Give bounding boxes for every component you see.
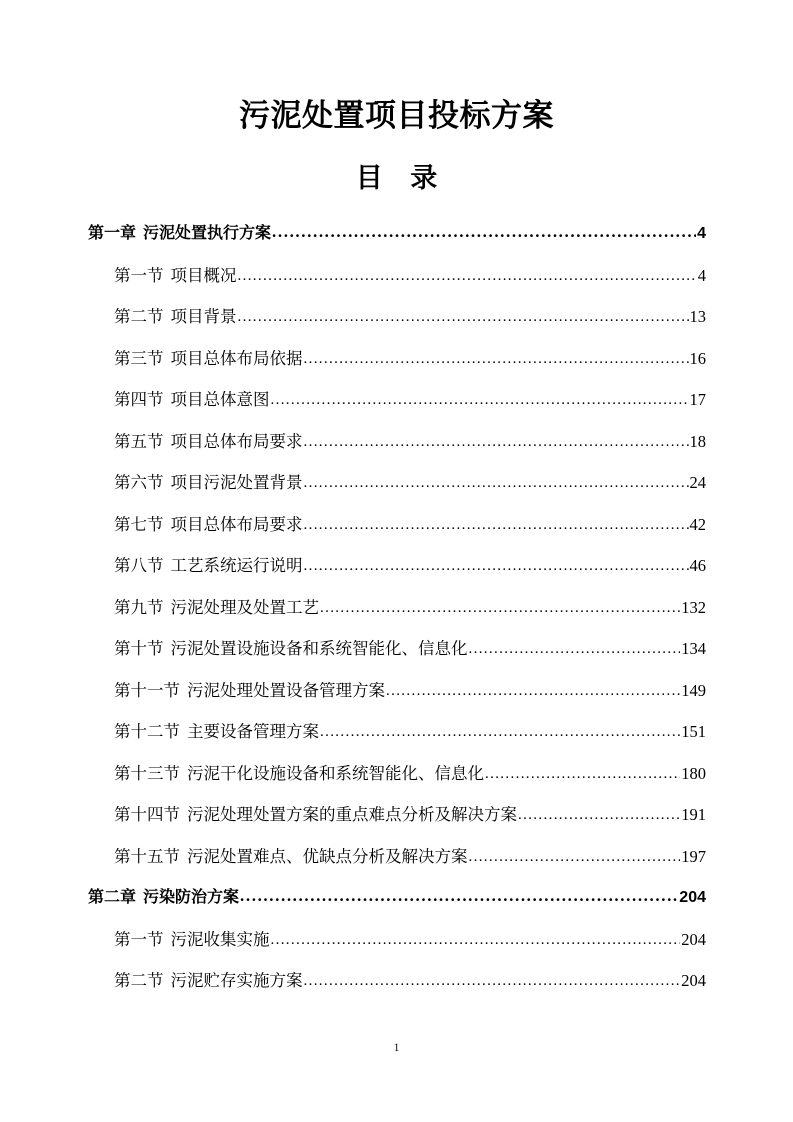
toc-entry-label [114, 303, 237, 327]
toc-entry-number: 第二节 [114, 971, 164, 990]
toc-chapter-entry[interactable] [88, 884, 706, 926]
toc-entry-label [114, 552, 303, 576]
toc-entry-label [114, 262, 237, 286]
toc-entry-label [114, 967, 303, 991]
toc-entry-title: 项目总体布局要求 [170, 431, 303, 451]
toc-entry-label [114, 386, 270, 410]
footer-page-number: 1 [393, 1040, 400, 1054]
toc-section-entry[interactable] [88, 386, 706, 428]
toc-entry-number: 第一章 [88, 225, 137, 242]
toc-entry-label [114, 760, 484, 784]
toc-entry-number: 第三节 [114, 348, 164, 368]
toc-section-entry[interactable] [88, 511, 706, 553]
toc-dot-leader [469, 849, 681, 866]
toc-section-entry[interactable] [88, 967, 706, 1009]
toc-section-entry[interactable] [88, 594, 706, 636]
toc-entry-title: 工艺系统运行说明 [170, 556, 303, 575]
toc-entry-page-number: 16 [689, 348, 706, 368]
toc-entry-title: 污泥收集实施 [170, 929, 270, 949]
toc-dot-leader [240, 886, 678, 906]
toc-section-entry[interactable] [88, 677, 706, 719]
toc-entry-title: 项目背景 [170, 307, 237, 326]
toc-entry-number: 第二章 [88, 889, 137, 906]
toc-entry-number: 第十四节 [114, 805, 180, 824]
toc-entry-number: 第二节 [114, 307, 164, 326]
toc-entry-label [114, 801, 517, 825]
toc-entry-number: 第十三节 [114, 763, 180, 783]
toc-entry-page-number: 134 [681, 639, 706, 658]
toc-entry-label [88, 220, 271, 243]
toc-entry-page-number: 46 [689, 556, 706, 575]
toc-entry-page-number: 204 [681, 971, 706, 990]
toc-entry-page-number: 4 [697, 225, 706, 242]
toc-entry-number: 第十一节 [114, 680, 180, 700]
toc-entry-title: 污泥处置执行方案 [143, 225, 272, 242]
toc-entry-number: 第九节 [114, 597, 164, 617]
toc-entry-page-number: 149 [681, 680, 706, 700]
toc-dot-leader [304, 973, 681, 990]
toc-section-entry[interactable] [88, 552, 706, 594]
toc-entry-label [114, 635, 468, 659]
toc-section-entry[interactable] [88, 428, 706, 470]
toc-entry-page-number: 204 [681, 929, 706, 949]
page-title: 污泥处置项目投标方案 [239, 98, 554, 133]
toc-section-entry[interactable] [88, 843, 706, 885]
toc-entry-label [114, 926, 270, 950]
toc-entry-label [114, 428, 303, 452]
toc-entry-title: 污泥处理处置设备管理方案 [187, 680, 385, 700]
toc-dot-leader [238, 309, 689, 326]
toc-entry-page-number: 197 [681, 846, 706, 866]
toc-dot-leader [271, 932, 681, 949]
toc-entry-title: 污泥贮存实施方案 [170, 971, 303, 990]
toc-section-entry[interactable] [88, 635, 706, 677]
toc-entry-title: 项目污泥处置背景 [170, 473, 303, 492]
toc-entry-label [114, 677, 385, 701]
toc-entry-title: 污泥处置设施设备和系统智能化、信息化 [170, 639, 468, 658]
toc-dot-leader [320, 600, 680, 617]
toc-dot-leader [304, 351, 689, 368]
toc-entry-number: 第七节 [114, 514, 164, 534]
toc-entry-title: 项目总体布局依据 [170, 348, 303, 368]
toc-entry-page-number: 17 [689, 390, 706, 409]
toc-entry-page-number: 4 [697, 265, 706, 285]
toc-entry-label [114, 718, 319, 742]
toc-entry-number: 第十节 [114, 639, 164, 658]
toc-entry-number: 第一节 [114, 929, 164, 949]
toc-entry-title: 污泥处置难点、优缺点分析及解决方案 [187, 846, 468, 866]
toc-entry-page-number: 204 [679, 889, 706, 906]
toc-entry-page-number: 132 [681, 597, 706, 617]
toc-entry-label [88, 884, 239, 907]
toc-section-entry[interactable] [88, 345, 706, 387]
toc-entry-number: 第十二节 [114, 722, 180, 741]
toc-entry-page-number: 42 [689, 514, 706, 534]
toc-entry-title: 项目总体布局要求 [170, 514, 303, 534]
toc-section-entry[interactable] [88, 801, 706, 843]
toc-dot-leader [304, 475, 689, 492]
toc-entry-label [114, 469, 303, 493]
toc-dot-leader [469, 641, 681, 658]
toc-entry-label [114, 843, 468, 867]
toc-entry-number: 第四节 [114, 390, 164, 409]
toc-entry-page-number: 151 [681, 722, 706, 741]
toc-chapter-entry[interactable] [88, 220, 706, 262]
toc-entry-title: 污泥处理及处置工艺 [170, 597, 319, 617]
toc-section-entry[interactable] [88, 718, 706, 760]
toc-dot-leader [320, 724, 680, 741]
toc-entry-page-number: 24 [689, 473, 706, 492]
toc-section-entry[interactable] [88, 760, 706, 802]
toc-entry-title: 项目概况 [170, 265, 237, 285]
toc-dot-leader [238, 268, 697, 285]
toc-dot-leader [304, 434, 689, 451]
table-of-contents [88, 220, 706, 1009]
toc-entry-label [114, 594, 319, 618]
toc-entry-title: 污染防治方案 [143, 889, 240, 906]
toc-heading: 目 录 [355, 163, 448, 193]
toc-entry-page-number: 13 [689, 307, 706, 326]
toc-dot-leader [518, 807, 680, 824]
toc-entry-label [114, 345, 303, 369]
toc-dot-leader [271, 392, 689, 409]
toc-entry-number: 第五节 [114, 431, 164, 451]
toc-entry-number: 第八节 [114, 556, 164, 575]
toc-dot-leader [304, 558, 689, 575]
toc-entry-number: 第一节 [114, 265, 164, 285]
toc-entry-page-number: 180 [681, 763, 706, 783]
toc-section-entry[interactable] [88, 262, 706, 304]
toc-section-entry[interactable] [88, 926, 706, 968]
toc-entry-page-number: 18 [689, 431, 706, 451]
toc-dot-leader [304, 517, 689, 534]
toc-entry-label [114, 511, 303, 535]
toc-entry-title: 主要设备管理方案 [187, 722, 319, 741]
toc-entry-number: 第六节 [114, 473, 164, 492]
toc-section-entry[interactable] [88, 469, 706, 511]
toc-entry-title: 污泥处理处置方案的重点难点分析及解决方案 [187, 805, 517, 824]
toc-dot-leader [485, 766, 680, 783]
toc-section-entry[interactable] [88, 303, 706, 345]
toc-entry-page-number: 191 [681, 805, 706, 824]
toc-entry-number: 第十五节 [114, 846, 180, 866]
toc-dot-leader [272, 222, 696, 242]
toc-dot-leader [386, 683, 680, 700]
toc-entry-title: 污泥干化设施设备和系统智能化、信息化 [187, 763, 484, 783]
toc-entry-title: 项目总体意图 [170, 390, 270, 409]
